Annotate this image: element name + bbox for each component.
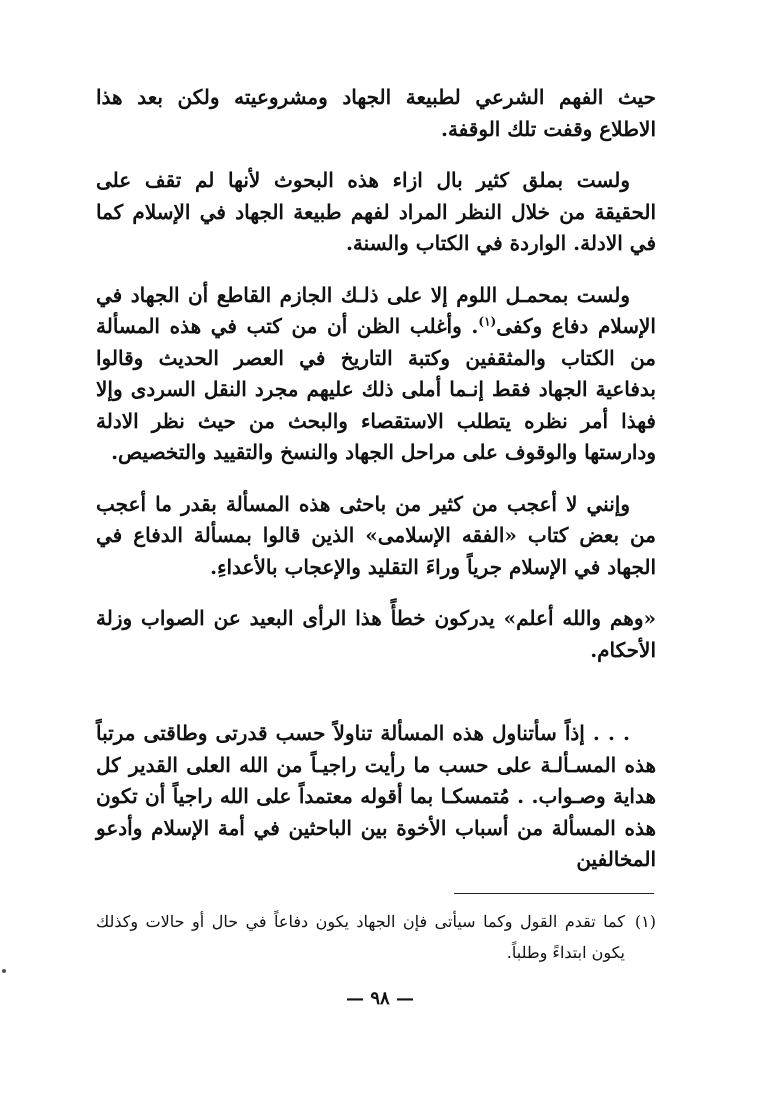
- footnote: [96, 906, 656, 968]
- paragraph-spacer: [96, 583, 656, 603]
- paragraph-3-start: ولست بمحمـل اللوم إلا على ذلـك الجازم القاطع أن الجهاد في الإسلام دفاع وكفى: [96, 282, 656, 338]
- paragraph-spacer: [96, 145, 656, 165]
- paragraph-spacer: [96, 469, 656, 489]
- page-number: — ٩٨ —: [346, 988, 414, 1009]
- footnote-number: (١): [634, 912, 656, 931]
- section-spacer: [96, 666, 656, 718]
- paragraph-spacer: [96, 260, 656, 280]
- paragraph-5: «وهم والله أعلم» يدركون خطأً هذا الرأى البعيد عن الصواب وزلة الأحكام.: [96, 606, 656, 662]
- main-text: [96, 82, 656, 876]
- footnote-marker: (١): [478, 314, 497, 329]
- paragraph-6: . . . إذاً سأتناول هذه المسألة تناولاً حسب قدرتى وطاقتى مرتباً هذه المسـألـة على حسب ما رأيت راجيـاً من الله العلى القدير كل هداية وصـواب. . مُتمسكـا بما أقوله معتمداً على الله راجياً أن تكون هذه المسألة من أسباب الأخوة بين الباحثين في أمة الإسلام وأدعو المخالفين: [96, 721, 657, 871]
- footnote-text: كما تقدم القول وكما سيأتى فإن الجهاد يكون دفاعاً في حال أو حالات وكذلك يكون ابتداءً وطلباً.: [96, 912, 625, 962]
- scan-speck: [2, 969, 6, 973]
- paragraph-1: حيث الفهم الشرعي لطبيعة الجهاد ومشروعيته ولكن بعد هذا الاطلاع وقفت تلك الوقفة.: [96, 85, 656, 141]
- paragraph-3-rest: . وأغلب الظن أن من كتب في هذه المسألة من الكتاب والمثقفين وكتبة التاريخ في العصر الحديث وقالوا بدفاعية الجهاد فقط إنـما أملى ذلك عليهم مجرد النقل السردى وإلا فهذا أمر نظره يتطلب الاستقصاء والبحث من حيث نظر الادلة ودارستها والوقوف على مراحل الجهاد والنسخ والتقييد والتخصيص.: [96, 314, 656, 464]
- footnote-divider: [454, 893, 654, 894]
- paragraph-3: [96, 280, 656, 469]
- paragraph-2: ولست بملق كثير بال ازاء هذه البحوث لأنها لم تقف على الحقيقة من خلال النظر المراد لفهم طبيعة الجهاد في الإسلام كما في الادلة. الواردة في الكتاب والسنة.: [96, 168, 656, 255]
- paragraph-4: وإنني لا أعجب من كثير من باحثى هذه المسألة بقدر ما أعجب من بعض كتاب «الفقه الإسلامى» الذين قالوا بمسألة الدفاع في الجهاد في الإسلام جرياً وراءَ التقليد والإعجاب بالأعداءِ.: [96, 491, 656, 579]
